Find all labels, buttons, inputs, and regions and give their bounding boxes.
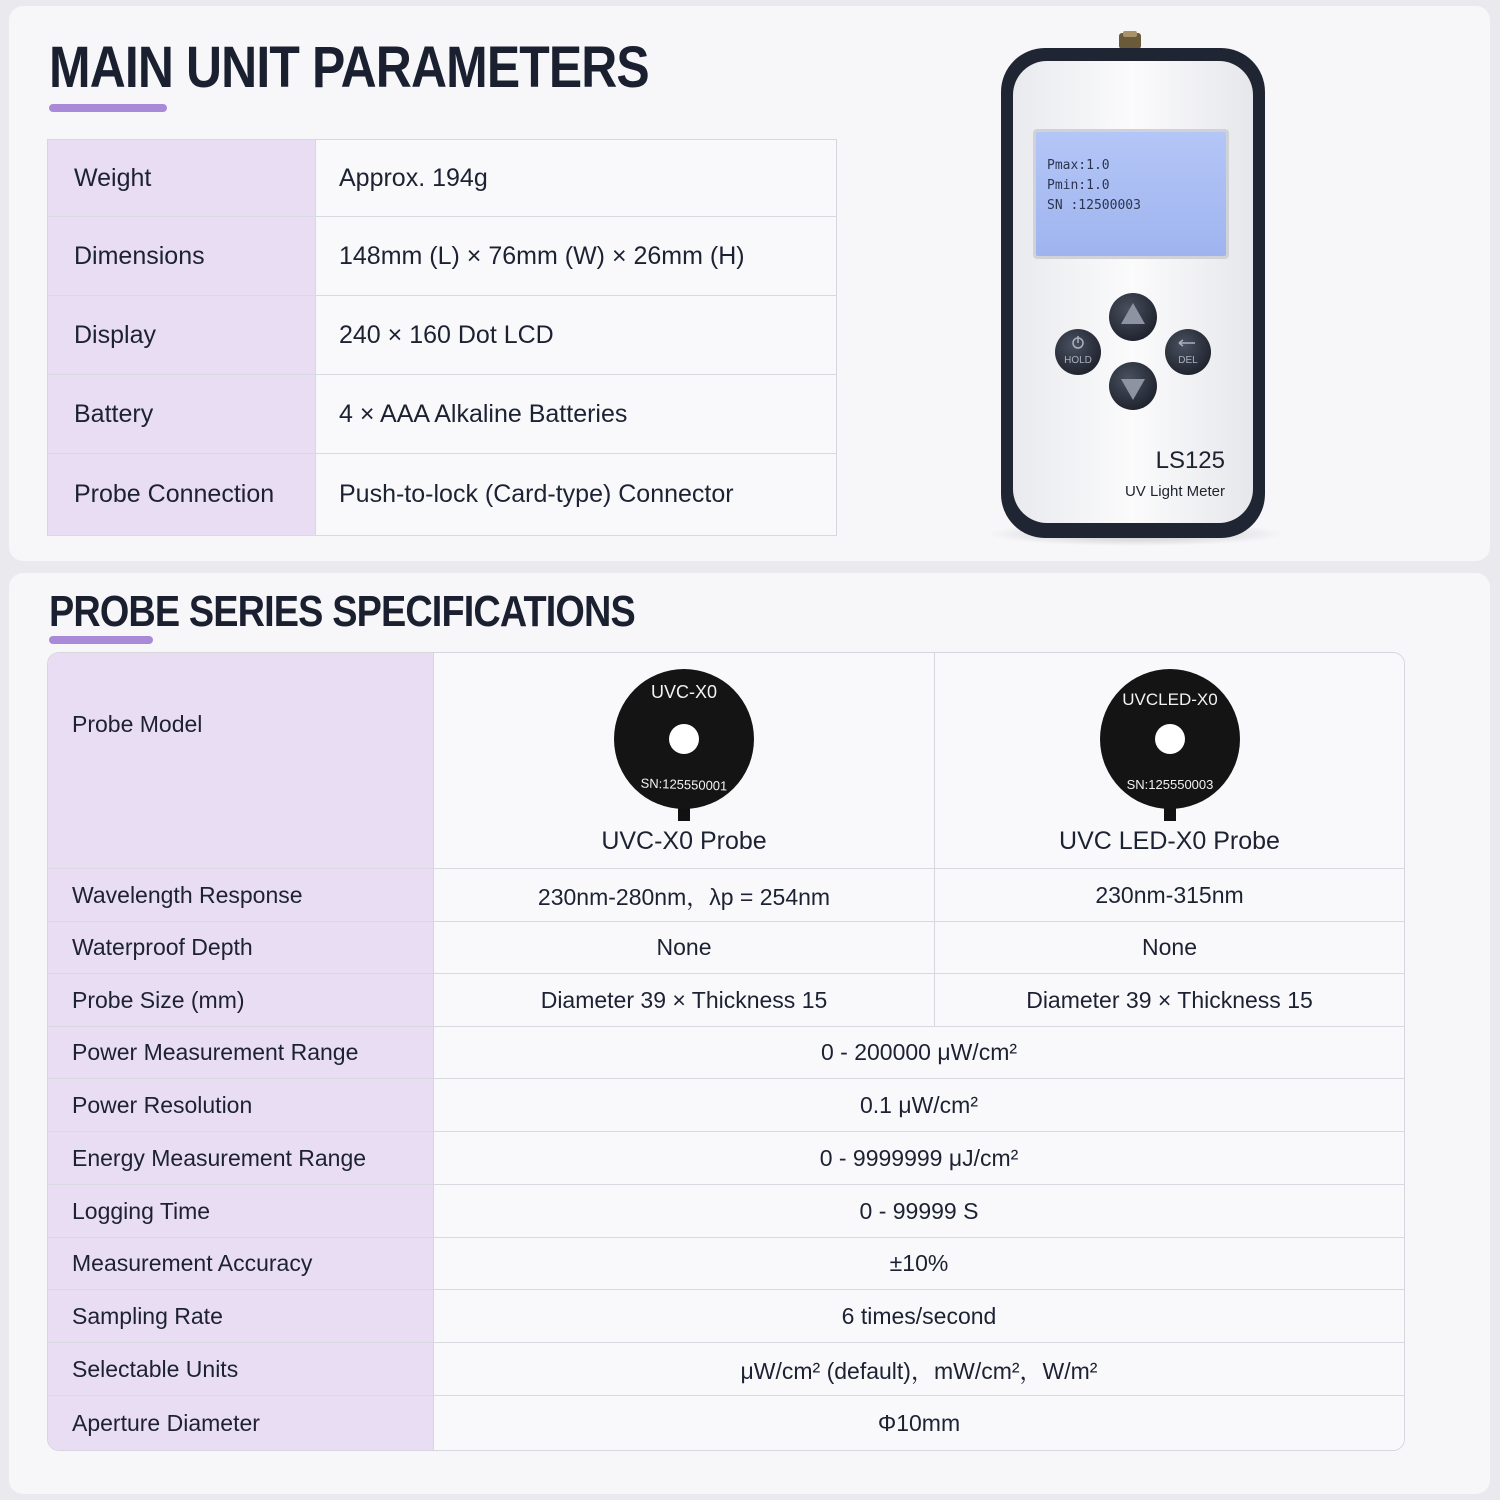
up-button[interactable] xyxy=(1109,293,1157,341)
table-row xyxy=(48,922,1404,974)
probe-name: UVC-X0 Probe xyxy=(601,827,767,855)
row-value: 148mm (L) × 76mm (W) × 26mm (H) xyxy=(316,217,837,296)
row-value: 240 × 160 Dot LCD xyxy=(316,296,837,375)
main-unit-panel xyxy=(9,6,1490,561)
probe-disc-icon xyxy=(1090,661,1250,821)
table-row xyxy=(48,1343,1404,1396)
row-label: Probe Size (mm) xyxy=(48,974,434,1027)
row-label: Wavelength Response xyxy=(48,869,434,922)
hold-label: HOLD xyxy=(1064,355,1092,366)
row-value: 230nm-280nm，λp = 254nm xyxy=(434,869,935,922)
probe-name: UVC LED-X0 Probe xyxy=(1059,827,1280,855)
del-button[interactable] xyxy=(1165,329,1211,375)
table-row xyxy=(48,1079,1404,1132)
del-label: DEL xyxy=(1178,355,1198,366)
table-row xyxy=(48,1185,1404,1238)
probe-disc-icon xyxy=(604,661,764,821)
title-underline xyxy=(49,104,167,112)
table-row xyxy=(48,1290,1404,1343)
row-value: μW/cm² (default)，mW/cm²，W/m² xyxy=(434,1343,1404,1396)
table-row xyxy=(48,375,837,454)
row-label: Measurement Accuracy xyxy=(48,1238,434,1290)
table-row xyxy=(48,869,1404,922)
device-model: LS125 xyxy=(1155,447,1225,474)
table-row xyxy=(48,1238,1404,1290)
row-value: ±10% xyxy=(434,1238,1404,1290)
table-row xyxy=(48,296,837,375)
probe-specs-title: PROBE SERIES SPECIFICATIONS xyxy=(49,587,635,636)
probe-cell-uvc xyxy=(434,653,935,869)
row-label: Selectable Units xyxy=(48,1343,434,1396)
row-value: Φ10mm xyxy=(434,1396,1404,1450)
row-label: Sampling Rate xyxy=(48,1290,434,1343)
uv-light-meter-device xyxy=(991,31,1281,551)
lcd-line: Pmin:1.0 xyxy=(1047,178,1110,193)
table-row xyxy=(48,454,837,536)
probe-disc-label: UVCLED-X0 xyxy=(1121,690,1218,709)
probe-cell-uvcled xyxy=(935,653,1404,869)
row-value: Diameter 39 × Thickness 15 xyxy=(434,974,935,1027)
row-label: Weight xyxy=(48,140,316,217)
lcd-line: Pmax:1.0 xyxy=(1047,158,1110,173)
probe-specs-table xyxy=(47,652,1405,1451)
row-value: Push-to-lock (Card-type) Connector xyxy=(316,454,837,536)
row-value: 0.1 μW/cm² xyxy=(434,1079,1404,1132)
row-label: Power Measurement Range xyxy=(48,1027,434,1079)
lcd-screen xyxy=(1036,132,1226,256)
row-value: 4 × AAA Alkaline Batteries xyxy=(316,375,837,454)
row-label: Probe Model xyxy=(48,653,434,869)
main-unit-table xyxy=(47,139,837,536)
table-row xyxy=(48,217,837,296)
row-label: Probe Connection xyxy=(48,454,316,536)
row-value: None xyxy=(935,922,1404,974)
probe-specs-panel xyxy=(9,573,1490,1494)
row-value: 0 - 200000 μW/cm² xyxy=(434,1027,1404,1079)
device-subtitle: UV Light Meter xyxy=(1124,483,1225,500)
row-label: Logging Time xyxy=(48,1185,434,1238)
hold-button[interactable] xyxy=(1055,329,1101,375)
lcd-line: SN :12500003 xyxy=(1047,198,1141,213)
table-row xyxy=(48,1132,1404,1185)
probe-serial: SN:125550001 xyxy=(640,775,728,794)
main-unit-title: MAIN UNIT PARAMETERS xyxy=(49,35,649,100)
row-value: None xyxy=(434,922,935,974)
row-label: Waterproof Depth xyxy=(48,922,434,974)
row-label: Battery xyxy=(48,375,316,454)
probe-disc-label: UVC-X0 xyxy=(650,682,718,702)
table-row xyxy=(48,974,1404,1027)
row-label: Dimensions xyxy=(48,217,316,296)
row-label: Aperture Diameter xyxy=(48,1396,434,1450)
title-underline xyxy=(49,636,153,644)
probe-serial: SN:125550003 xyxy=(1126,777,1213,792)
table-row xyxy=(48,653,1404,869)
row-value: Approx. 194g xyxy=(316,140,837,217)
row-label: Power Resolution xyxy=(48,1079,434,1132)
table-row xyxy=(48,1396,1404,1450)
table-row xyxy=(48,1027,1404,1079)
row-label: Energy Measurement Range xyxy=(48,1132,434,1185)
row-value: 0 - 9999999 μJ/cm² xyxy=(434,1132,1404,1185)
row-value: 230nm-315nm xyxy=(935,869,1404,922)
row-value: 6 times/second xyxy=(434,1290,1404,1343)
row-label: Display xyxy=(48,296,316,375)
down-button[interactable] xyxy=(1109,362,1157,410)
row-value: Diameter 39 × Thickness 15 xyxy=(935,974,1404,1027)
table-row xyxy=(48,140,837,217)
row-value: 0 - 99999 S xyxy=(434,1185,1404,1238)
